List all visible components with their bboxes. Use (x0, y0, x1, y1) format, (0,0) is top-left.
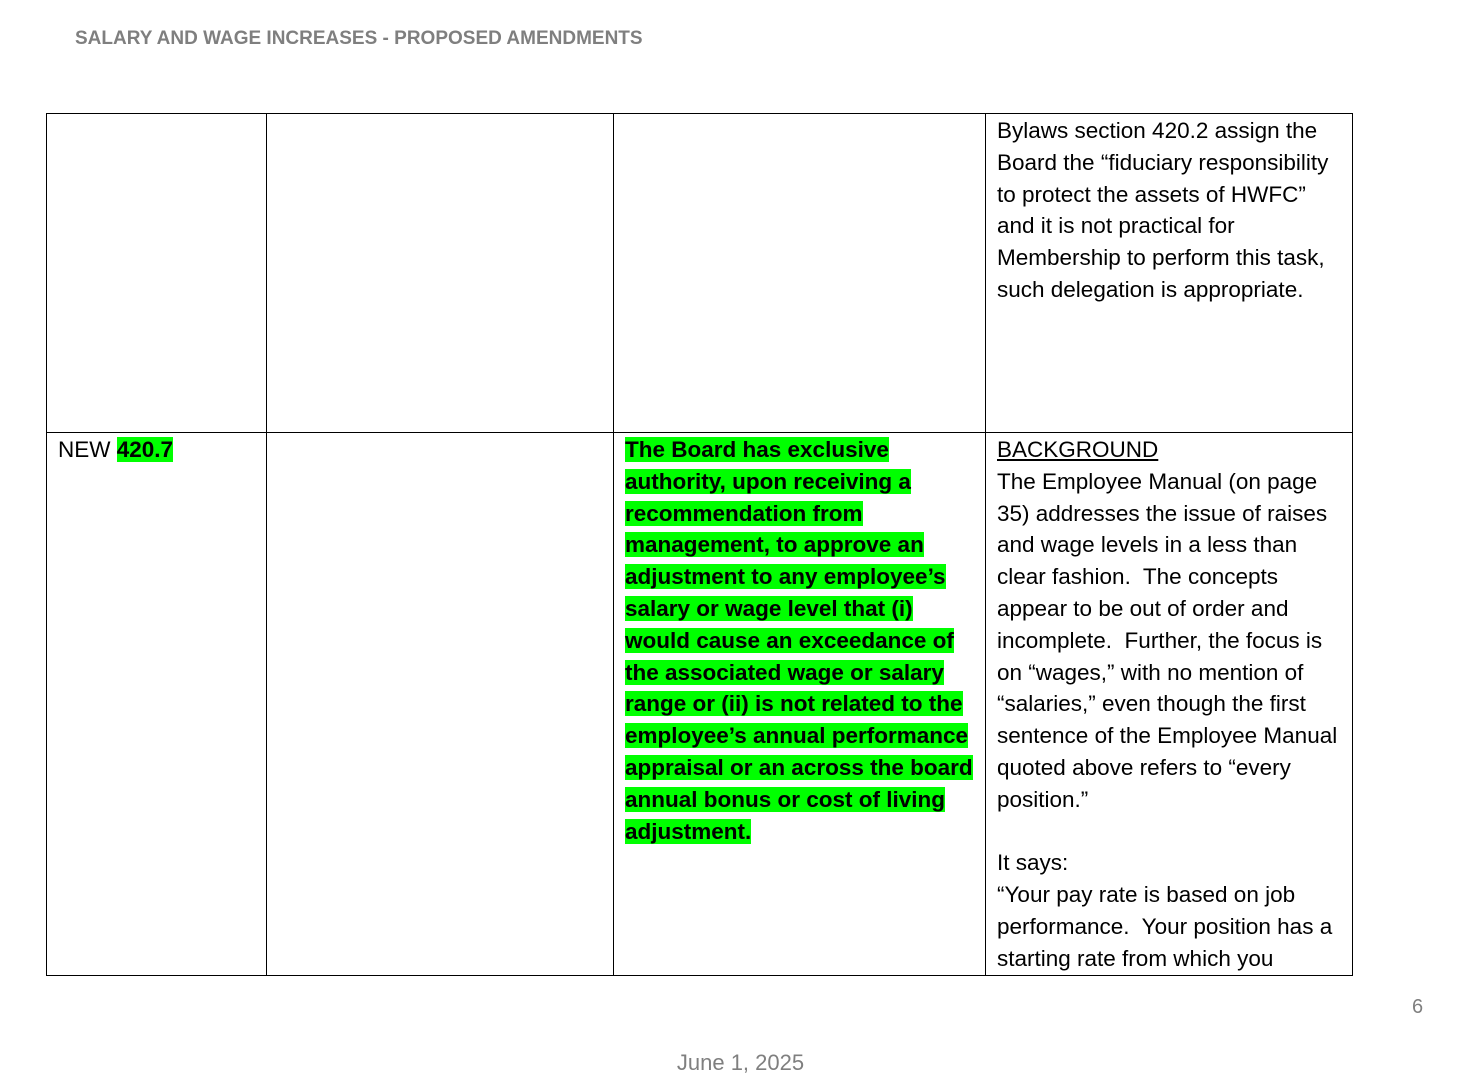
proposed-text-cell (614, 114, 986, 433)
rationale-cell (986, 114, 1353, 433)
manual-quote-text: “Your pay rate is based on job performance. Your position has a starting rate from which you (997, 882, 1339, 971)
section-cell (47, 433, 267, 976)
current-text-cell (267, 433, 614, 976)
paragraph-gap (997, 816, 1341, 848)
section-number: 420.7 (116, 437, 174, 462)
rationale-cell (986, 433, 1353, 976)
page-number: 6 (1412, 996, 1424, 1018)
section-cell (47, 114, 267, 433)
table-row (47, 433, 1353, 976)
amendments-table (46, 113, 1353, 976)
footer-date: June 1, 2025 (676, 1050, 805, 1075)
page-header-title: SALARY AND WAGE INCREASES - PROPOSED AMENDMENTS (75, 28, 643, 49)
background-heading: BACKGROUND (997, 437, 1159, 462)
proposed-text-cell (614, 433, 986, 976)
background-paragraph: The Employee Manual (on page 35) addresses the issue of raises and wage levels in a less than clear fashion. The concepts appear to be out of order and incomplete. Further, the focus is on “wages,” with no mention of “salaries,” even though the first sentence of the Employee Manual quoted above refers to “every position.” (997, 468, 1344, 812)
proposed-amendment-text: The Board has exclusive authority, upon receiving a recommendation from management, to approve an adjustment to any employee’s salary or wage level that (i) would cause an exceedance of the associated wage or salary range or (ii) is not related to the employee’s annual performance appraisal or an across the board annual bonus or cost of living adjustment. (625, 437, 973, 844)
rationale-text: Bylaws section 420.2 assign the Board the “fiduciary responsibility to protect the assets of HWFC” and it is not practical for Membership to perform this task, such delegation is appropriate. (997, 118, 1335, 302)
current-text-cell (267, 114, 614, 433)
it-says-text: It says: (997, 850, 1069, 876)
table-row (47, 114, 1353, 433)
section-prefix: NEW (58, 437, 117, 462)
